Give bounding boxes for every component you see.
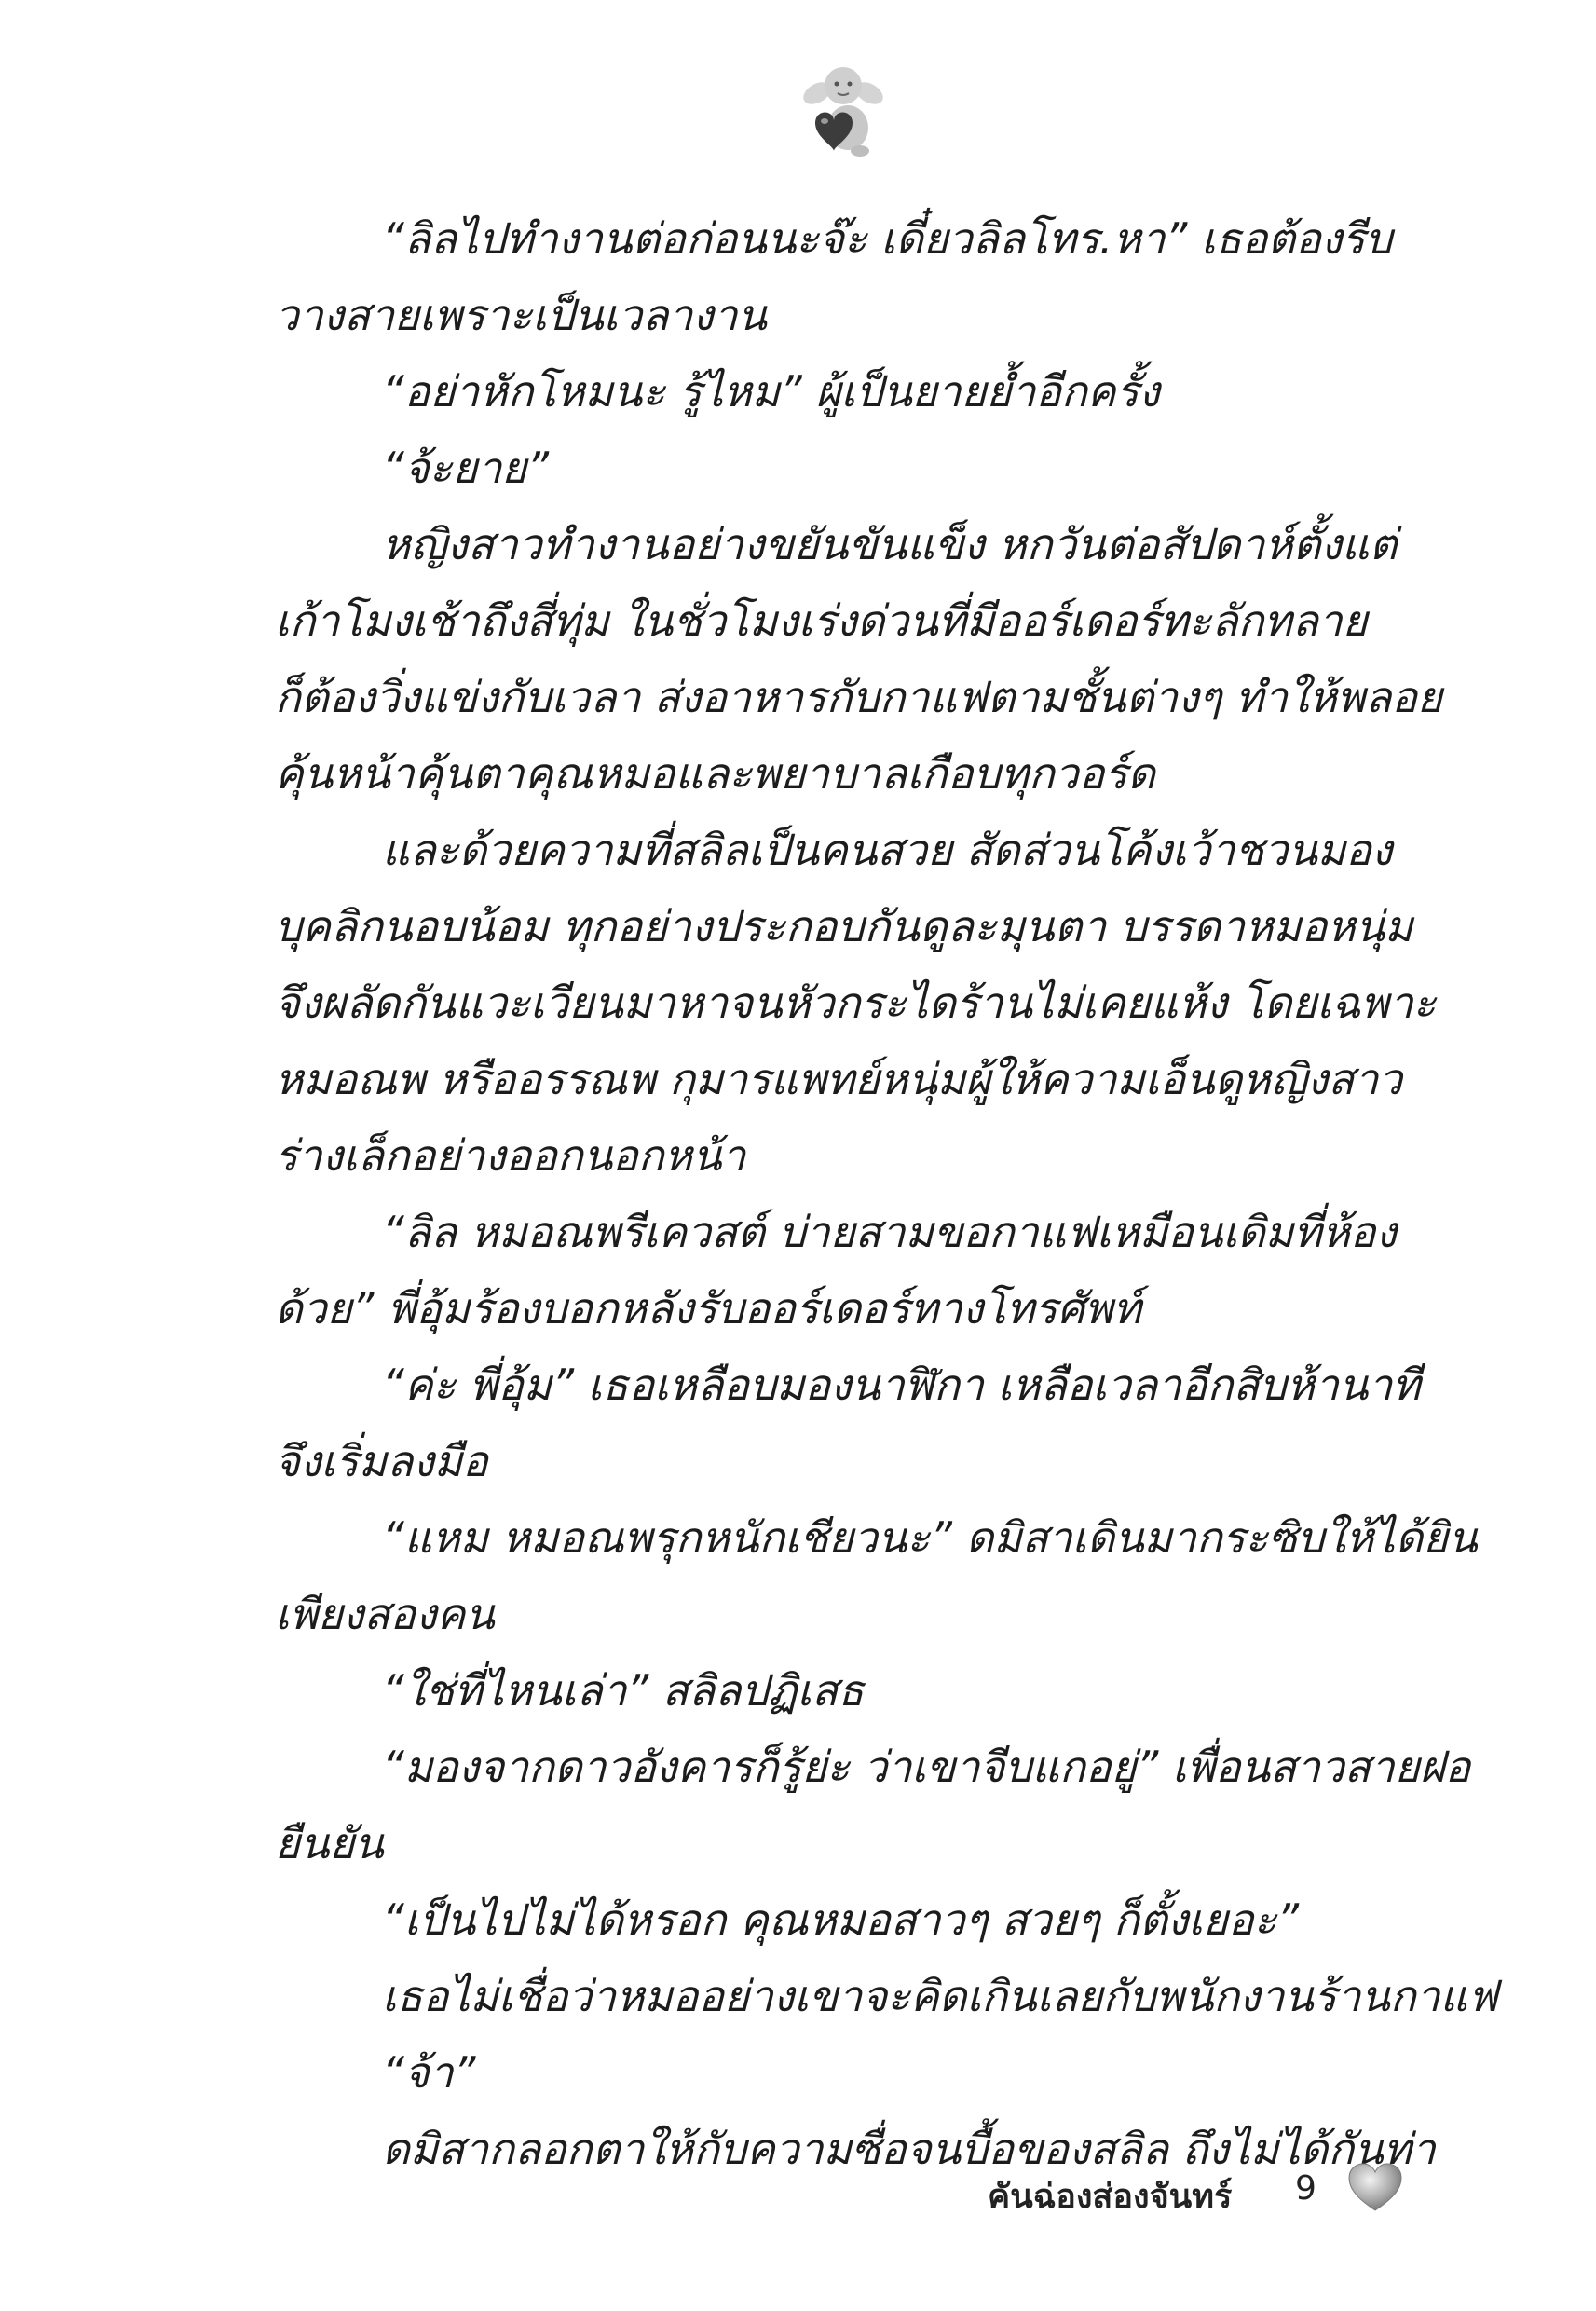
text-line: “ลิล หมอณพรีเควสต์ บ่ายสามขอกาแฟเหมือนเดิมที่ห้อง <box>382 1207 1397 1257</box>
text-line: วางสายเพราะเป็นเวลางาน <box>275 290 767 340</box>
text-line: “อย่าหักโหมนะ รู้ไหม” ผู้เป็นยายย้ำอีกครั้ง <box>382 366 1160 417</box>
text-line: และด้วยความที่สลิลเป็นคนสวย สัดส่วนโค้งเว้าชวนมอง <box>382 825 1393 875</box>
text-line: หญิงสาวทำงานอย่างขยันขันแข็ง หกวันต่อสัปดาห์ตั้งแต่ <box>382 519 1398 569</box>
text-line: ร่างเล็กอย่างออกนอกหน้า <box>275 1130 746 1181</box>
page-number: 9 <box>1295 2169 1316 2208</box>
text-line: ดมิสากลอกตาให้กับความซื่อจนบื้อของสลิล ถึงไม่ได้กันท่า <box>382 2124 1436 2174</box>
text-line: “จ้ะยาย” <box>382 443 550 493</box>
text-line: “ลิลไปทำงานต่อก่อนนะจ๊ะ เดี๋ยวลิลโทร.หา” เธอต้องรีบ <box>382 213 1393 264</box>
text-line: “ใช่ที่ไหนเล่า” สลิลปฏิเสธ <box>382 1665 865 1716</box>
text-line: เธอไม่เชื่อว่าหมออย่างเขาจะคิดเกินเลยกับพนักงานร้านกาแฟ <box>382 1971 1498 2021</box>
text-line: เพียงสองคน <box>275 1589 495 1639</box>
body-text <box>275 200 1498 2187</box>
text-line: จึงเริ่มลงมือ <box>275 1436 488 1486</box>
text-line: ก็ต้องวิ่งแข่งกับเวลา ส่งอาหารกับกาแฟตามชั้นต่างๆ ทำให้พลอย <box>275 672 1442 722</box>
text-line: จึงผลัดกันแวะเวียนมาหาจนหัวกระไดร้านไม่เคยแห้ง โดยเฉพาะ <box>275 978 1437 1028</box>
text-line: ด้วย” พี่อุ้มร้องบอกหลังรับออร์เดอร์ทางโทรศัพท์ <box>275 1283 1141 1333</box>
text-line: หมอณพ หรืออรรณพ กุมารแพทย์หนุ่มผู้ให้ความเอ็นดูหญิงสาว <box>275 1054 1403 1104</box>
text-line: “มองจากดาวอังคารก็รู้ย่ะ ว่าเขาจีบแกอยู่” เพื่อนสาวสายฝอ <box>382 1742 1471 1792</box>
text-line: “ค่ะ พี่อุ้ม” เธอเหลือบมองนาฬิกา เหลือเวลาอีกสิบห้านาที <box>382 1360 1421 1410</box>
heart-icon <box>1346 2162 1404 2214</box>
text-line: “จ้า” <box>382 2047 476 2098</box>
cherub-holding-heart-icon <box>797 58 890 160</box>
text-line: บุคลิกนอบน้อม ทุกอย่างประกอบกันดูละมุนตา บรรดาหมอหนุ่ม <box>275 901 1413 951</box>
text-line: เก้าโมงเช้าถึงสี่ทุ่ม ในชั่วโมงเร่งด่วนที่มีออร์เดอร์ทะลักทลาย <box>275 595 1368 646</box>
page-footer <box>988 2162 1435 2218</box>
text-line: คุ้นหน้าคุ้นตาคุณหมอและพยาบาลเกือบทุกวอร์ด <box>275 748 1155 799</box>
book-title: คันฉ่องส่องจันทร์ <box>988 2178 1233 2216</box>
text-line: “เป็นไปไม่ได้หรอก คุณหมอสาวๆ สวยๆ ก็ตั้งเยอะ” <box>382 1894 1300 1945</box>
text-line: ยืนยัน <box>275 1818 384 1868</box>
text-line: “แหม หมอณพรุกหนักเชียวนะ” ดมิสาเดินมากระซิบให้ได้ยิน <box>382 1512 1478 1563</box>
